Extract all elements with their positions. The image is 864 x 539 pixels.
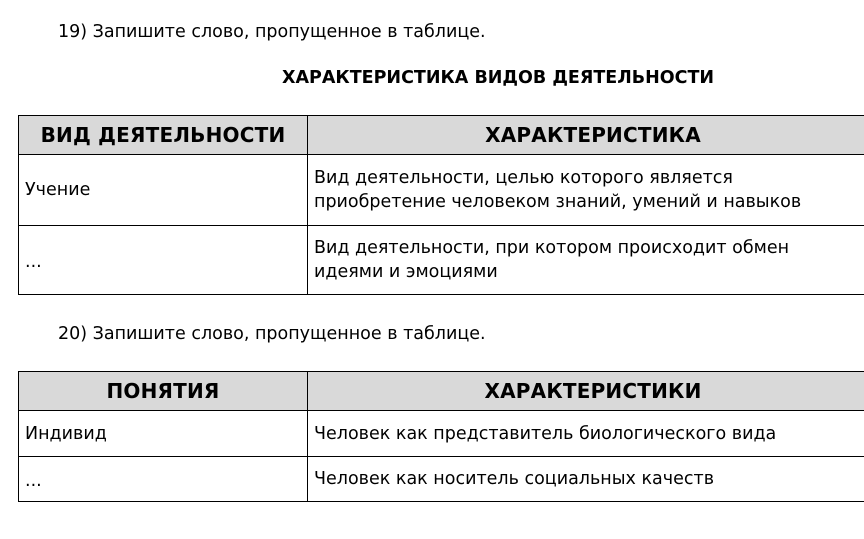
table-header-row	[19, 372, 864, 411]
table-row	[19, 155, 864, 226]
table-19-title: ХАРАКТЕРИСТИКА ВИДОВ ДЕЯТЕЛЬНОСТИ	[282, 68, 715, 88]
description-line: Вид деятельности, при котором происходит обмен	[314, 238, 790, 258]
table-row	[19, 226, 864, 295]
description-cell	[308, 155, 864, 226]
missing-term-cell	[19, 457, 308, 502]
table-19	[18, 115, 864, 295]
table-row	[19, 411, 864, 457]
column-header-concepts: ПОНЯТИЯ	[19, 372, 308, 411]
column-header-activity-type: ВИД ДЕЯТЕЛЬНОСТИ	[19, 116, 308, 155]
missing-term-placeholder: ...	[25, 471, 42, 491]
column-header-characteristic: ХАРАКТЕРИСТИКА	[308, 116, 864, 155]
question-20-prompt: 20) Запишите слово, пропущенное в таблице.	[58, 324, 486, 344]
missing-term-cell	[19, 226, 308, 295]
term-cell: Индивид	[19, 411, 308, 457]
description-cell: Человек как представитель биологического вида	[308, 411, 864, 457]
missing-term-placeholder: ...	[25, 252, 42, 272]
description-line: приобретение человеком знаний, умений и навыков	[314, 192, 802, 212]
description-cell: Человек как носитель социальных качеств	[308, 457, 864, 502]
table-header-row	[19, 116, 864, 155]
question-19-prompt: 19) Запишите слово, пропущенное в таблице.	[58, 22, 486, 42]
table-20	[18, 371, 864, 502]
term-cell: Учение	[19, 155, 308, 226]
description-cell	[308, 226, 864, 295]
description-line: идеями и эмоциями	[314, 262, 498, 282]
table-row	[19, 457, 864, 502]
description-line: Вид деятельности, целью которого является	[314, 168, 733, 188]
column-header-characteristics: ХАРАКТЕРИСТИКИ	[308, 372, 864, 411]
